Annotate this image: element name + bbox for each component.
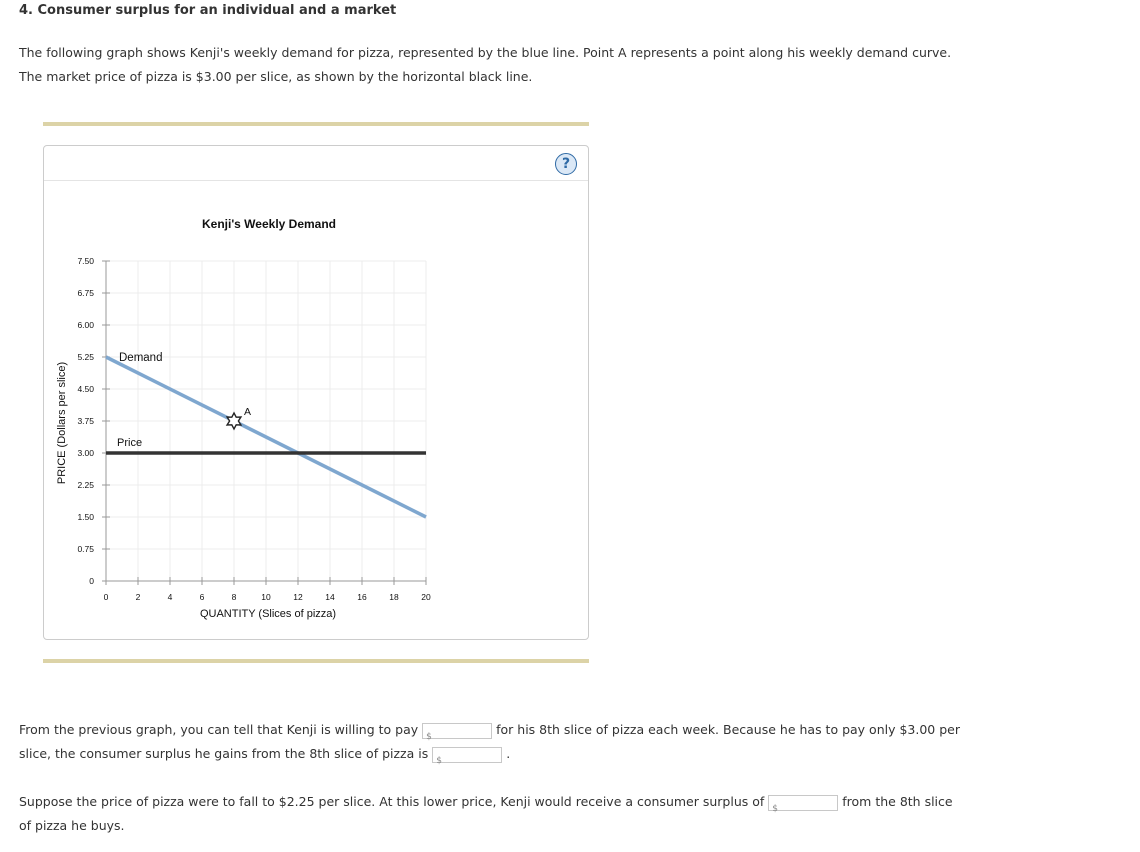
price-label: Price [117,437,143,449]
currency-symbol: $ [426,731,432,742]
demand-label: Demand [119,352,163,364]
point-a-label: A [244,406,252,418]
y-tick-label: 0.75 [77,544,94,554]
x-tick-label: 20 [421,592,431,602]
y-tick-label: 1.50 [77,512,94,522]
answer-text-2b: from the 8th slice [842,794,953,809]
intro-line-2: The market price of pizza is $3.00 per slice, as shown by the horizontal black line. [19,69,533,84]
y-tick-label: 5.25 [77,352,94,362]
intro-line-1: The following graph shows Kenji's weekly demand for pizza, represented by the blue line. Point A represents a point along his weekly demand curve. [19,45,952,60]
willingness-to-pay-input-box[interactable] [422,723,492,742]
chart-title: Kenji's Weekly Demand [201,217,337,231]
graph-panel [43,145,589,640]
graph-top-rule [43,122,589,126]
answer-text-1d: . [506,746,511,761]
x-tick-label: 2 [135,592,141,602]
answer-paragraph-2 [19,790,1129,838]
demand-chart [44,146,588,639]
answer-text-1b: for his 8th slice of pizza each week. Because he has to pay only $3.00 per [496,722,960,737]
x-tick-label: 14 [325,592,335,602]
x-tick-label: 18 [389,592,399,602]
answer-text-2c: of pizza he buys. [19,818,125,833]
y-tick-label: 7.50 [77,256,94,266]
point-a-marker [227,413,241,429]
x-tick-label: 6 [199,592,205,602]
y-tick-label: 3.00 [77,448,94,458]
x-tick-label: 16 [357,592,367,602]
question-intro [19,41,1119,89]
question-heading: 4. Consumer surplus for an individual and a market [19,3,397,18]
currency-symbol: $ [772,803,779,814]
answer-text-1c: slice, the consumer surplus he gains from the 8th slice of pizza is [19,746,429,761]
willingness-to-pay-input[interactable] [435,724,489,738]
x-tick-label: 4 [167,592,173,602]
y-tick-label: 0 [89,576,94,586]
consumer-surplus-lower-price-input[interactable] [781,796,835,810]
y-tick-label: 3.75 [77,416,94,426]
answer-text-2a: Suppose the price of pizza were to fall to $2.25 per slice. At this lower price, Kenji would receive a consumer surplus of [19,794,765,809]
graph-bottom-rule [43,659,589,663]
x-tick-label: 8 [231,592,237,602]
x-tick-label: 12 [293,592,303,602]
consumer-surplus-8th-input[interactable] [445,748,499,762]
y-tick-label: 6.00 [77,320,94,330]
currency-symbol: $ [436,755,442,766]
x-axis-label: QUANTITY (Slices of pizza) [199,608,337,620]
x-tick-label: 0 [103,592,109,602]
answer-text-1a: From the previous graph, you can tell that Kenji is willing to pay [19,722,419,737]
x-tick-label: 10 [261,592,271,602]
y-tick-label: 2.25 [77,480,94,490]
help-icon[interactable]: ? [555,153,577,175]
answer-paragraph-1 [19,718,1129,766]
consumer-surplus-8th-input-box[interactable] [432,747,502,766]
y-axis-label: PRICE (Dollars per slice) [56,361,68,485]
y-tick-label: 6.75 [77,288,94,298]
y-tick-label: 4.50 [77,384,94,394]
consumer-surplus-lower-price-input-box[interactable] [768,795,838,814]
